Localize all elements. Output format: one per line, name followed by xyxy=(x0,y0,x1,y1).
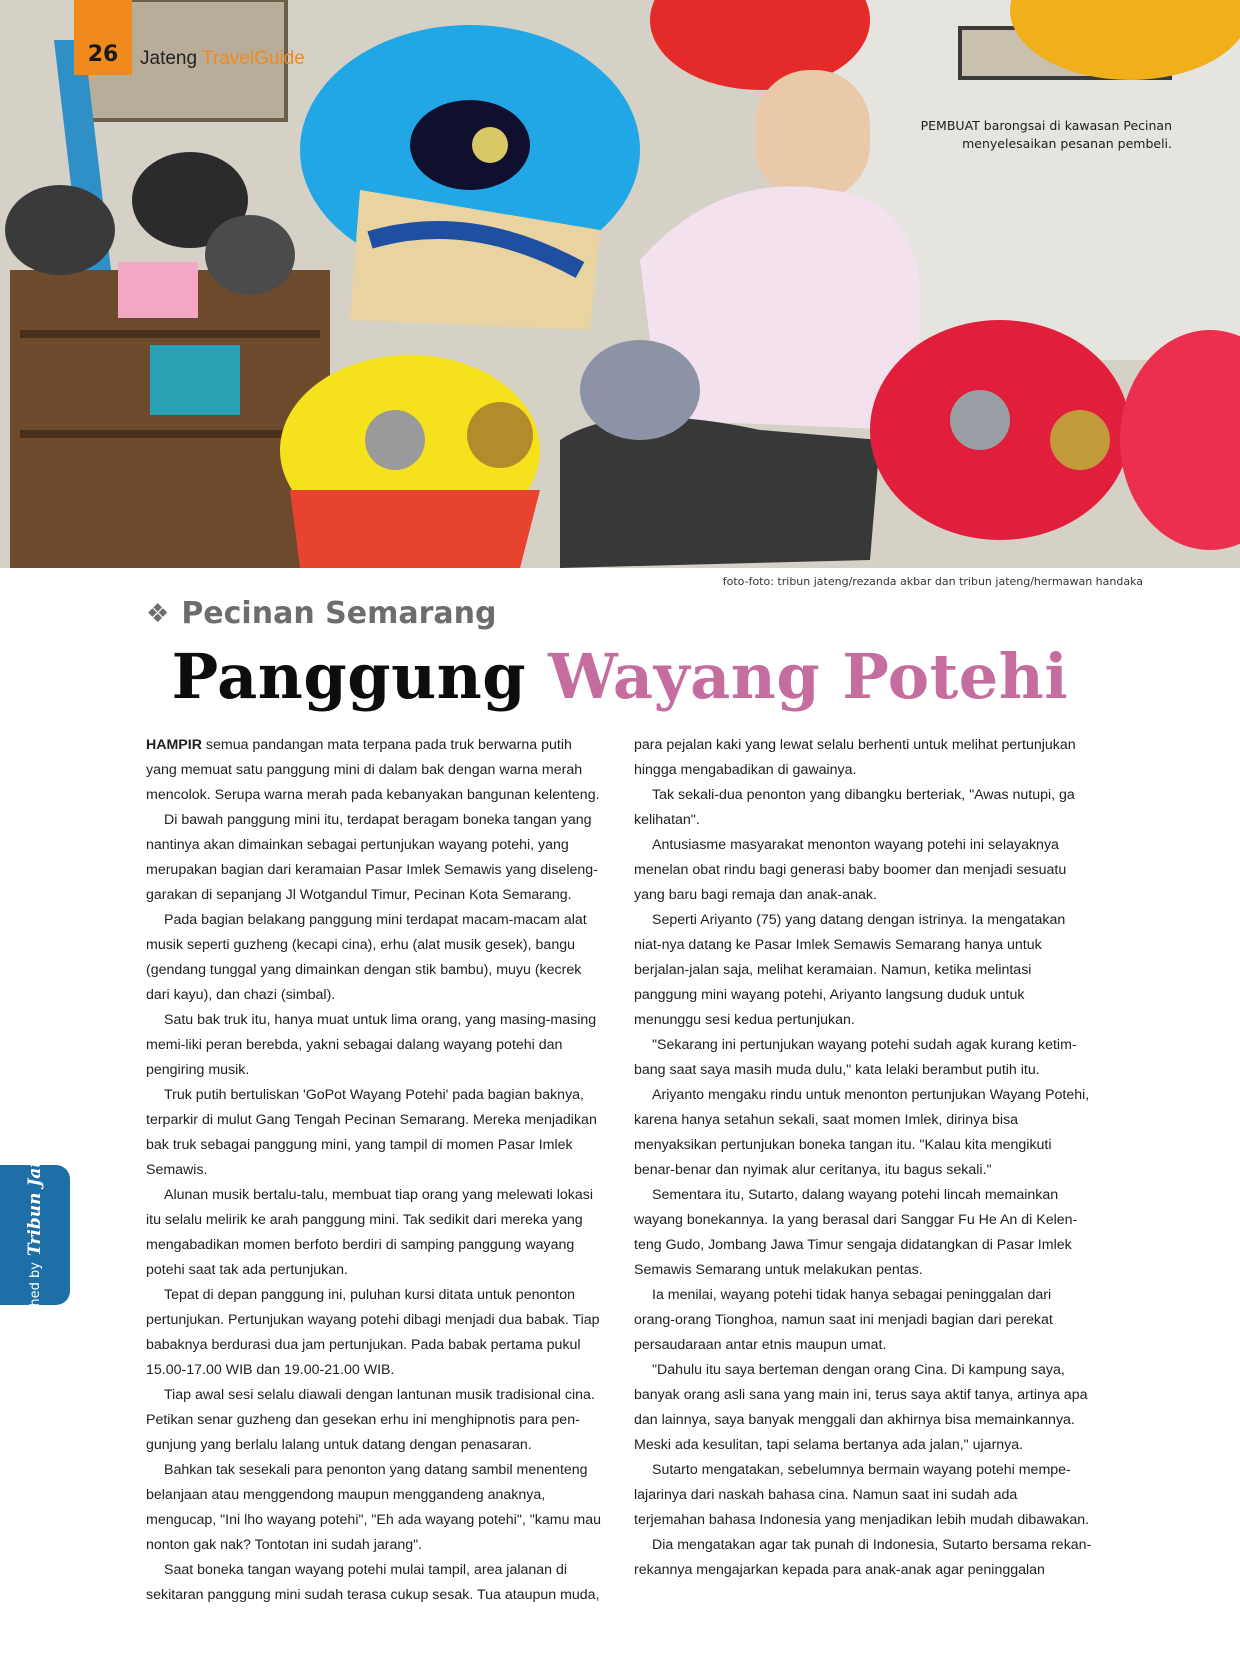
section-accent: TravelGuide xyxy=(201,48,305,69)
diamond-icon: ❖ xyxy=(146,598,170,629)
kicker-text: Pecinan Semarang xyxy=(181,596,497,631)
paragraph: Saat boneka tangan wayang potehi mulai tampil, area jalanan di sekitaran panggung mini sudah terasa cukup sesak. Tua ataupun muda, xyxy=(146,1562,600,1603)
paragraph: Sutarto mengatakan, sebelumnya bermain wayang potehi mempe-lajarinya dari naskah bahasa cina. Namun saat ini sudah ada terjemahan bahasa Indonesia yang menjadikan lebih mudah dibawakan. xyxy=(634,1462,1090,1528)
photo-caption: PEMBUAT barongsai di kawasan Pecinan menyelesaikan pesanan pembeli. xyxy=(920,118,1172,151)
page-number: 26 xyxy=(74,0,132,75)
paragraph: Alunan musik bertalu-talu, membuat tiap orang yang melewati lokasi itu selalu melirik ke arah panggung mini. Tak sedikit dari mereka yang mengabadikan momen berfoto berdiri di samping panggung wayang potehi saat tak ada pertunjukan. xyxy=(146,1187,593,1278)
body-column-left xyxy=(146,733,604,1608)
headline-part1: Panggung xyxy=(171,640,549,713)
paragraph: Sementara itu, Sutarto, dalang wayang potehi lincah memainkan wayang bonekannya. Ia yang berasal dari Sanggar Fu He An di Kelen-teng Gudo, Jombang Jawa Timur sengaja didatangkan di Pasar Imlek Semawis Semarang untuk melakukan pentas. xyxy=(634,1187,1078,1278)
paragraph: Pada bagian belakang panggung mini terdapat macam-macam alat musik seperti guzheng (kecapi cina), erhu (alat musik gesek), bangu (gendang tunggal yang dimainkan dengan stik bambu), muyu (kecrek dari kayu), dan chazi (simbal). xyxy=(146,912,587,1003)
hero-photo xyxy=(0,0,1240,568)
body-column-right xyxy=(634,733,1092,1583)
lead-word: HAMPIR xyxy=(146,737,202,753)
paragraph xyxy=(146,733,604,808)
paragraph: Ariyanto mengaku rindu untuk menonton pertunjukan Wayang Potehi, karena hanya setahun sekali, saat momen Imlek, dirinya bisa menyaksikan pertunjukan boneka tangan itu. "Kalau kita mengikuti benar-benar dan nyimak alur ceritanya, itu bagus sekali." xyxy=(634,1087,1090,1178)
paragraph: Di bawah panggung mini itu, terdapat beragam boneka tangan yang nantinya akan dimainkan sebagai pertunjukan wayang potehi, yang merupakan bagian dari keramaian Pasar Imlek Semawis yang diseleng-garakan di sepanjang Jl Wotgandul Timur, Pecinan Kota Semarang. xyxy=(146,812,598,903)
paragraph: "Dahulu itu saya berteman dengan orang Cina. Di kampung saya, banyak orang asli sana yang main ini, terus saya aktif tanya, artinya apa dan lainnya, saya banyak menggali dan akhirnya bisa memainkannya. Meski ada kesulitan, tapi selama bertanya ada jalan," ujarnya. xyxy=(634,1362,1088,1453)
headline xyxy=(0,640,1240,713)
kicker xyxy=(146,596,496,631)
publisher-brand-logo: Tribun Jateng xyxy=(25,1124,45,1257)
paragraph: Seperti Ariyanto (75) yang datang dengan istrinya. Ia mengatakan niat-nya datang ke Pasar Imlek Semawis Semarang hanya untuk berjalan-jalan saja, melihat keramaian. Namun, ketika melintasi panggung mini wayang potehi, Ariyanto langsung duduk untuk menunggu sesi kedua pertunjukan. xyxy=(634,912,1066,1028)
paragraph: Antusiasme masyarakat menonton wayang potehi ini selayaknya menelan obat rindu bagi generasi baby boomer dan menjadi sesuatu yang baru bagi remaja dan anak-anak. xyxy=(634,837,1067,903)
paragraph: Truk putih bertuliskan 'GoPot Wayang Potehi' pada bagian baknya, terparkir di mulut Gang Tengah Pecinan Semarang. Mereka menjadikan bak truk sebagai panggung mini, yang tampil di momen Pasar Imlek Semawis. xyxy=(146,1087,597,1178)
publisher-label: published by xyxy=(27,1262,43,1346)
paragraph: Tepat di depan panggung ini, puluhan kursi ditata untuk penonton pertunjukan. Pertunjukan wayang potehi dibagi menjadi dua babak. Tiap babaknya berdurasi dua jam pertunjukan. Pada babak pertama pukul 15.00-17.00 WIB dan 19.00-21.00 WIB. xyxy=(146,1287,600,1378)
paragraph: Tiap awal sesi selalu diawali dengan lantunan musik tradisional cina. Petikan senar guzheng dan gesekan erhu ini menghipnotis para pen-gunjung yang berlalu lalang untuk datang dengan penasaran. xyxy=(146,1387,595,1453)
first-paragraph-rest: semua pandangan mata terpana pada truk berwarna putih yang memuat satu panggung mini di dalam bak dengan warna merah mencolok. Serupa warna merah pada kebanyakan bangunan kelenteng. xyxy=(146,737,600,803)
paragraph: Dia mengatakan agar tak punah di Indonesia, Sutarto bersama rekan-rekannya mengajarkan kepada para anak-anak agar peninggalan xyxy=(634,1537,1092,1578)
paragraph: "Sekarang ini pertunjukan wayang potehi sudah agak kurang ketim-bang saat saya masih muda dulu," kata lelaki berambut putih itu. xyxy=(634,1037,1077,1078)
publisher-tab xyxy=(0,1124,70,1346)
section-label xyxy=(140,48,305,70)
publisher-text xyxy=(25,1125,45,1346)
paragraph: Satu bak truk itu, hanya muat untuk lima orang, yang masing-masing memi-liki peran berebda, yakni sebagai dalang wayang potehi dan pengiring musik. xyxy=(146,1012,597,1078)
paragraph: Bahkan tak sesekali para penonton yang datang sambil menenteng belanjaan atau menggendong maupun menggandeng anaknya, mengucap, "Ini lho wayang potehi", "Eh ada wayang potehi", "kamu mau nonton gak nak? Tontotan ini sudah jarang". xyxy=(146,1462,602,1553)
headline-part2: Wayang Potehi xyxy=(548,640,1069,713)
paragraph: para pejalan kaki yang lewat selalu berhenti untuk melihat pertunjukan hingga mengabadikan di gawainya. xyxy=(634,737,1076,778)
paragraph: Ia menilai, wayang potehi tidak hanya sebagai peninggalan dari orang-orang Tionghoa, namun saat ini menjadi bagian dari perekat persaudaraan antar etnis maupun umat. xyxy=(634,1287,1053,1353)
paragraph: Tak sekali-dua penonton yang dibangku berteriak, "Awas nutupi, ga kelihatan". xyxy=(634,787,1075,828)
photo-credit: foto-foto: tribun jateng/rezanda akbar dan tribun jateng/hermawan handaka xyxy=(722,575,1143,588)
photo-illustration xyxy=(0,0,1240,568)
section-prefix: Jateng xyxy=(140,48,202,69)
